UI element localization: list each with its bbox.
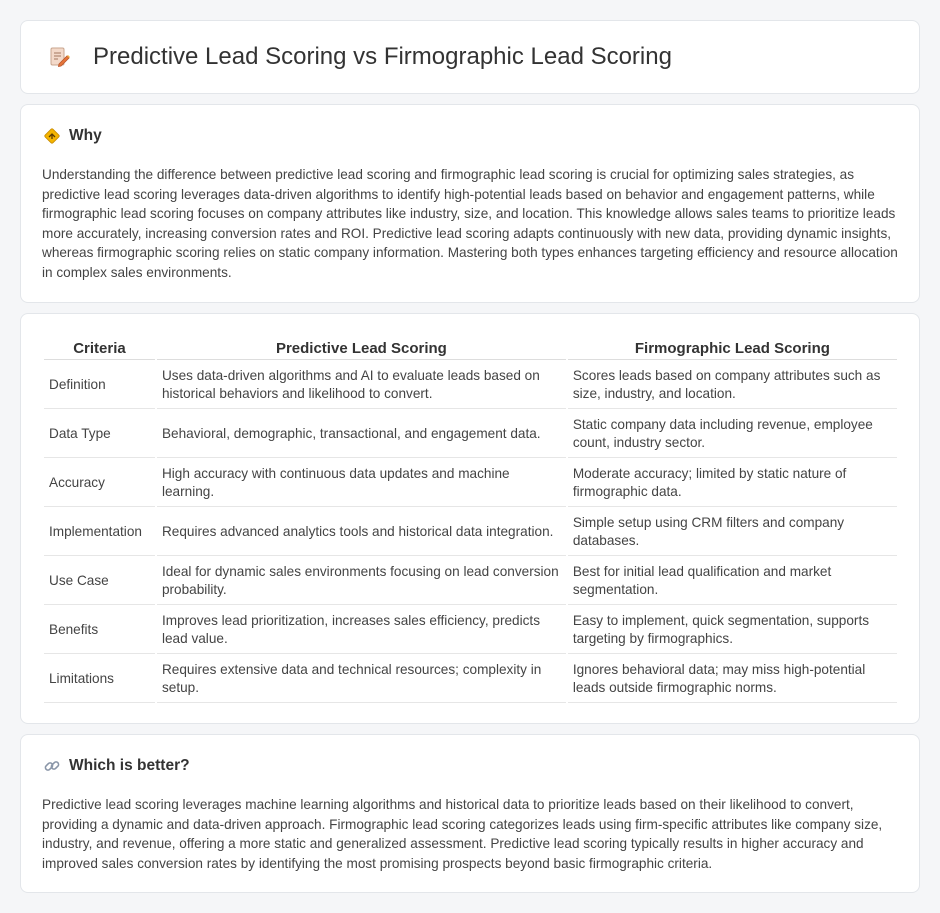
predictive-cell: Requires advanced analytics tools and historical data integration. (157, 509, 566, 556)
criteria-cell: Accuracy (44, 460, 155, 507)
firmographic-cell: Best for initial lead qualification and market segmentation. (568, 558, 897, 605)
predictive-cell: Requires extensive data and technical resources; complexity in setup. (157, 656, 566, 703)
criteria-cell: Definition (44, 362, 155, 409)
table-row (44, 460, 897, 507)
link-icon (43, 757, 61, 775)
section-title: Which is better? (69, 757, 190, 774)
table-row (44, 509, 897, 556)
firmographic-cell: Static company data including revenue, employee count, industry sector. (568, 411, 897, 458)
criteria-cell: Use Case (44, 558, 155, 605)
title-card (20, 20, 920, 94)
firmographic-cell: Ignores behavioral data; may miss high-potential leads outside firmographic norms. (568, 656, 897, 703)
criteria-cell: Data Type (44, 411, 155, 458)
predictive-cell: Uses data-driven algorithms and AI to evaluate leads based on historical behaviors and likelihood to convert. (157, 362, 566, 409)
predictive-cell: High accuracy with continuous data updates and machine learning. (157, 460, 566, 507)
table-row (44, 607, 897, 654)
predictive-cell: Improves lead prioritization, increases sales efficiency, predicts lead value. (157, 607, 566, 654)
criteria-cell: Limitations (44, 656, 155, 703)
firmographic-cell: Easy to implement, quick segmentation, supports targeting by firmographics. (568, 607, 897, 654)
document-pencil-icon (47, 45, 71, 69)
why-section (20, 104, 920, 303)
table-row (44, 656, 897, 703)
comparison-table (42, 334, 899, 705)
better-paragraph: Predictive lead scoring leverages machine learning algorithms and historical data to prioritize leads based on their likelihood to convert, providing a dynamic and data-driven approach. Firmographic lead scoring categorizes leads using firm-specific attributes like company size, industry, and revenue, offering a more static and generalized assessment. Predictive lead scoring typically results in higher accuracy and improved sales conversion rates by identifying the most promising prospects beyond basic firmographic criteria. (42, 797, 883, 871)
section-title: Why (69, 127, 102, 144)
predictive-cell: Behavioral, demographic, transactional, and engagement data. (157, 411, 566, 458)
table-header-row (44, 336, 897, 360)
column-header: Firmographic Lead Scoring (568, 336, 897, 360)
table-row (44, 558, 897, 605)
criteria-cell: Implementation (44, 509, 155, 556)
column-header: Criteria (44, 336, 155, 360)
diamond-sign-icon (43, 127, 61, 145)
which-is-better-section (20, 734, 920, 893)
firmographic-cell: Scores leads based on company attributes such as size, industry, and location. (568, 362, 897, 409)
why-paragraph: Understanding the difference between predictive lead scoring and firmographic lead scoring is crucial for optimizing sales strategies, as predictive lead scoring leverages data-driven algorithms to identify high-potential leads based on behavior and engagement patterns, while firmographic lead scoring focuses on company attributes like industry, size, and location. This knowledge allows sales teams to prioritize leads more accurately, increasing conversion rates and ROI. Predictive lead scoring adapts continuously with new data, providing dynamic insights, whereas firmographic scoring relies on static company information. Mastering both types enhances targeting efficiency and resource allocation in complex sales environments. (42, 167, 898, 280)
predictive-cell: Ideal for dynamic sales environments focusing on lead conversion probability. (157, 558, 566, 605)
firmographic-cell: Simple setup using CRM filters and company databases. (568, 509, 897, 556)
column-header: Predictive Lead Scoring (157, 336, 566, 360)
comparison-table-card (20, 313, 920, 724)
firmographic-cell: Moderate accuracy; limited by static nature of firmographic data. (568, 460, 897, 507)
page-title: Predictive Lead Scoring vs Firmographic Lead Scoring (93, 43, 672, 70)
table-row (44, 362, 897, 409)
criteria-cell: Benefits (44, 607, 155, 654)
table-row (44, 411, 897, 458)
